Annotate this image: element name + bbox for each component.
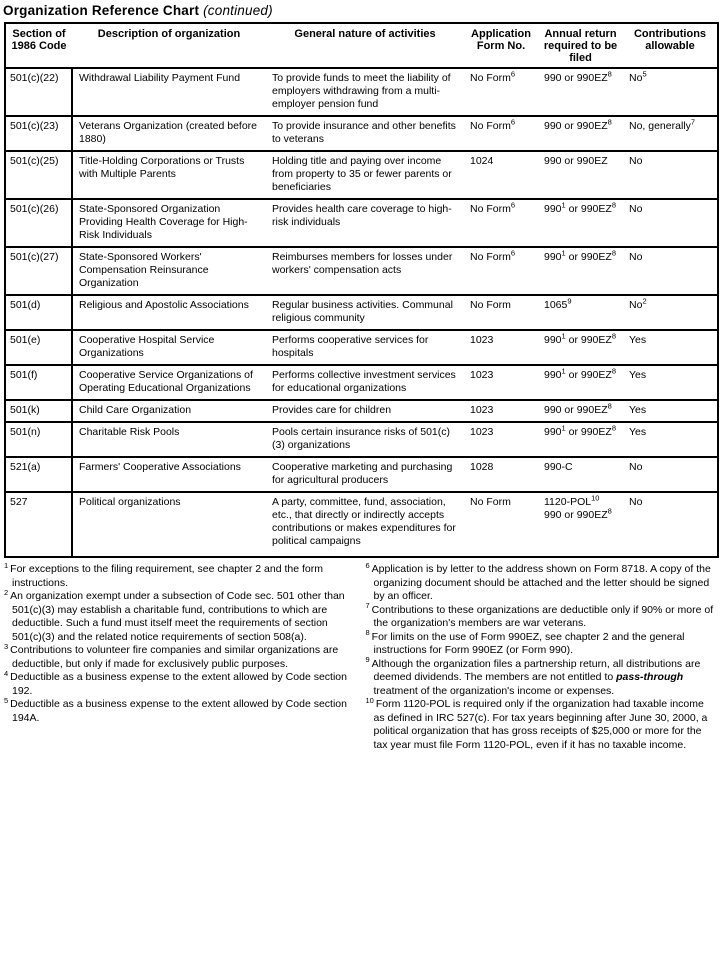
- cell-form: No Form: [464, 492, 538, 557]
- cell-form: No Form: [464, 295, 538, 330]
- cell-annual_return: $990^1$ or $990EZ^8$: [538, 422, 623, 457]
- cell-annual_return: 990 or $990EZ^8$: [538, 68, 623, 116]
- column-header: Description of organization: [72, 23, 266, 68]
- cell-code: 501(d): [5, 295, 72, 330]
- cell-description: State-Sponsored Workers' Compensation Reinsurance Organization: [72, 247, 266, 295]
- cell-description: Veterans Organization (created before 1880): [72, 116, 266, 151]
- cell-annual_return: 990-C: [538, 457, 623, 492]
- cell-activities: Provides care for children: [266, 400, 464, 422]
- footnote-reference: 1: [561, 423, 566, 433]
- cell-code: 501(c)(26): [5, 199, 72, 247]
- header-row: [5, 23, 718, 68]
- footnotes-right: [365, 560, 718, 752]
- footnote-8: $^8$ For limits on the use of Form 990EZ, see chapter 2 and the general instructions for Form 990EZ (or Form 990).: [365, 628, 685, 656]
- footnote-reference: 8: [607, 401, 612, 411]
- footnote-3: $^3$ Contributions to volunteer fire companies and similar organizations are deductible, but only if made for exclusively public purposes.: [4, 641, 339, 670]
- cell-description: Cooperative Hospital Service Organizations: [72, 330, 266, 365]
- cell-annual_return: 990 or 990EZ: [538, 151, 623, 199]
- cell-contributions: No: [623, 199, 718, 247]
- cell-code: 501(k): [5, 400, 72, 422]
- footnote-7: $^7$ Contributions to these organizations are deductible only if 90% or more of the organization's members are war veterans.: [365, 601, 714, 629]
- footnote-2: $^2$ An organization exempt under a subsection of Code sec. 501 other than 501(c)(3) may establish a charitable fund, contributions to which are deductible. Such a fund must itself meet the requirements of section 501(c)(3) and the related notice requirements of section 508(a).: [4, 587, 345, 643]
- cell-activities: Performs collective investment services for educational organizations: [266, 365, 464, 400]
- table-row: [5, 400, 718, 422]
- page-title: [0, 0, 721, 22]
- footnote-number: 3: [4, 641, 9, 651]
- cell-code: 501(f): [5, 365, 72, 400]
- footnote-reference: 8: [611, 423, 616, 433]
- cell-description: Title-Holding Corporations or Trusts with Multiple Parents: [72, 151, 266, 199]
- cell-activities: Reimburses members for losses under workers' compensation acts: [266, 247, 464, 295]
- cell-activities: Pools certain insurance risks of 501(c)(3) organizations: [266, 422, 464, 457]
- cell-code: 501(n): [5, 422, 72, 457]
- column-header: General nature of activities: [266, 23, 464, 68]
- page-title-main: Organization Reference Chart: [3, 3, 204, 18]
- page-title-continued: (continued): [203, 3, 273, 18]
- cell-description: Farmers' Cooperative Associations: [72, 457, 266, 492]
- cell-activities: Cooperative marketing and purchasing for agricultural producers: [266, 457, 464, 492]
- cell-form: No Form$^6$: [464, 68, 538, 116]
- cell-form: 1023: [464, 330, 538, 365]
- footnote-reference: 7: [690, 117, 696, 127]
- footnote-number: 4: [4, 668, 9, 678]
- cell-contributions: No: [623, 457, 718, 492]
- cell-description: State-Sponsored Organization Providing Health Coverage for High-Risk Individuals: [72, 199, 266, 247]
- cell-annual_return: 990 or $990EZ^8$: [538, 116, 623, 151]
- cell-activities: Regular business activities. Communal religious community: [266, 295, 464, 330]
- footnote-reference: 8: [611, 200, 616, 210]
- table-row: [5, 68, 718, 116]
- table-row: [5, 151, 718, 199]
- table-row: [5, 492, 718, 557]
- cell-contributions: Yes: [623, 422, 718, 457]
- footnote-number: 5: [4, 695, 9, 705]
- cell-activities: To provide insurance and other benefits to veterans: [266, 116, 464, 151]
- cell-contributions: No: [623, 247, 718, 295]
- table-row: [5, 330, 718, 365]
- footnote-number: 6: [365, 560, 370, 570]
- footnote-6: $^6$ Application is by letter to the address shown on Form 8718. A copy of the organizing document should be attached and the letter should be signed by an officer.: [365, 560, 711, 602]
- cell-contributions: No, generally$^7$: [623, 116, 718, 151]
- cell-description: Charitable Risk Pools: [72, 422, 266, 457]
- footnote-reference: 1: [561, 248, 566, 258]
- footnote-reference: 8: [611, 248, 616, 258]
- cell-contributions: No: [623, 492, 718, 557]
- table-body: [5, 68, 718, 557]
- footnote-reference: 6: [510, 248, 516, 258]
- footnote-reference: 6: [510, 117, 516, 127]
- cell-annual_return: 1120-POL$^{10}$ 990 or $990EZ^8$: [538, 492, 623, 557]
- table-row: [5, 295, 718, 330]
- footnote-number: 1: [4, 560, 9, 570]
- table-row: [5, 247, 718, 295]
- cell-activities: Provides health care coverage to high-risk individuals: [266, 199, 464, 247]
- footnote-10: $^{10}$ Form 1120-POL is required only if the organization had taxable income as defined in IRC 527(c). For tax years beginning after June 30, 2000, a political organization that has gross receipts of $25,000 or more for the tax year must file Form 1120-POL, even if it has no taxable income.: [365, 695, 708, 751]
- cell-activities: To provide funds to meet the liability of employers withdrawing from a multi-employer pension fund: [266, 68, 464, 116]
- cell-activities: Performs cooperative services for hospitals: [266, 330, 464, 365]
- cell-annual_return: 990 or $990EZ^8$: [538, 400, 623, 422]
- cell-description: Political organizations: [72, 492, 266, 557]
- cell-form: 1023: [464, 365, 538, 400]
- cell-annual_return: $990^1$ or $990EZ^8$: [538, 247, 623, 295]
- footnote-number: 7: [365, 601, 370, 610]
- footnote-number: 9: [365, 655, 370, 664]
- cell-contributions: Yes: [623, 365, 718, 400]
- footnotes: [4, 560, 717, 752]
- cell-annual_return: $990^1$ or $990EZ^8$: [538, 199, 623, 247]
- footnote-reference: 1: [561, 331, 566, 341]
- cell-code: 521(a): [5, 457, 72, 492]
- footnote-reference: 9: [567, 296, 572, 306]
- cell-form: 1023: [464, 400, 538, 422]
- table-row: [5, 199, 718, 247]
- footnote-5: $^5$ Deductible as a business expense to the extent allowed by Code section 194A.: [4, 695, 347, 724]
- footnote-number: 8: [365, 628, 370, 637]
- table-row: [5, 365, 718, 400]
- table-row: [5, 116, 718, 151]
- cell-form: 1024: [464, 151, 538, 199]
- cell-form: No Form$^6$: [464, 116, 538, 151]
- footnote-reference: 5: [642, 69, 647, 79]
- footnote-reference: 6: [510, 69, 516, 79]
- cell-code: 501(e): [5, 330, 72, 365]
- cell-description: Child Care Organization: [72, 400, 266, 422]
- cell-form: 1023: [464, 422, 538, 457]
- footnote-9: $^9$ Although the organization files a partnership return, all distributions are deemed dividends. The members are not entitled to pass-through treatment of the organization's income or expenses.: [365, 655, 701, 697]
- column-header: Annual return required to be filed: [538, 23, 623, 68]
- cell-form: No Form$^6$: [464, 247, 538, 295]
- footnote-reference: 6: [510, 200, 516, 210]
- table-row: [5, 422, 718, 457]
- cell-description: Religious and Apostolic Associations: [72, 295, 266, 330]
- column-header: Section of 1986 Code: [5, 23, 72, 68]
- footnote-reference: 2: [642, 296, 647, 306]
- cell-annual_return: $990^1$ or $990EZ^8$: [538, 330, 623, 365]
- footnote-number: 2: [4, 587, 9, 597]
- footnote-reference: 8: [607, 69, 612, 79]
- footnote-reference: 8: [607, 506, 612, 516]
- cell-code: 501(c)(22): [5, 68, 72, 116]
- cell-activities: A party, committee, fund, association, etc., that directly or indirectly accepts contributions or makes expenditures for political campaigns: [266, 492, 464, 557]
- cell-code: 501(c)(25): [5, 151, 72, 199]
- footnotes-left: [4, 560, 356, 752]
- footnote-reference: 10: [591, 493, 600, 503]
- column-header: Application Form No.: [464, 23, 538, 68]
- footnote-reference: 8: [607, 117, 612, 127]
- cell-contributions: Yes: [623, 330, 718, 365]
- cell-annual_return: $990^1$ or $990EZ^8$: [538, 365, 623, 400]
- footnote-4: $^4$ Deductible as a business expense to the extent allowed by Code section 192.: [4, 668, 347, 697]
- cell-code: 501(c)(27): [5, 247, 72, 295]
- cell-code: 527: [5, 492, 72, 557]
- footnote-1: $^1$ For exceptions to the filing requirement, see chapter 2 and the form instructions.: [4, 560, 324, 589]
- footnote-reference: 1: [561, 200, 566, 210]
- cell-description: Withdrawal Liability Payment Fund: [72, 68, 266, 116]
- cell-form: 1028: [464, 457, 538, 492]
- cell-contributions: No$^5$: [623, 68, 718, 116]
- column-header: Contributions allowable: [623, 23, 718, 68]
- cell-activities: Holding title and paying over income from property to 35 or fewer parents or beneficiaries: [266, 151, 464, 199]
- footnote-number: 10: [365, 695, 374, 705]
- cell-contributions: No: [623, 151, 718, 199]
- cell-code: 501(c)(23): [5, 116, 72, 151]
- table-row: [5, 457, 718, 492]
- footnote-reference: 1: [561, 366, 566, 376]
- organization-reference-table: [4, 22, 719, 558]
- cell-form: No Form$^6$: [464, 199, 538, 247]
- cell-description: Cooperative Service Organizations of Operating Educational Organizations: [72, 365, 266, 400]
- cell-annual_return: 1065$^9$: [538, 295, 623, 330]
- footnote-reference: 8: [611, 366, 616, 376]
- footnote-reference: 8: [611, 331, 616, 341]
- cell-contributions: Yes: [623, 400, 718, 422]
- cell-contributions: No$^2$: [623, 295, 718, 330]
